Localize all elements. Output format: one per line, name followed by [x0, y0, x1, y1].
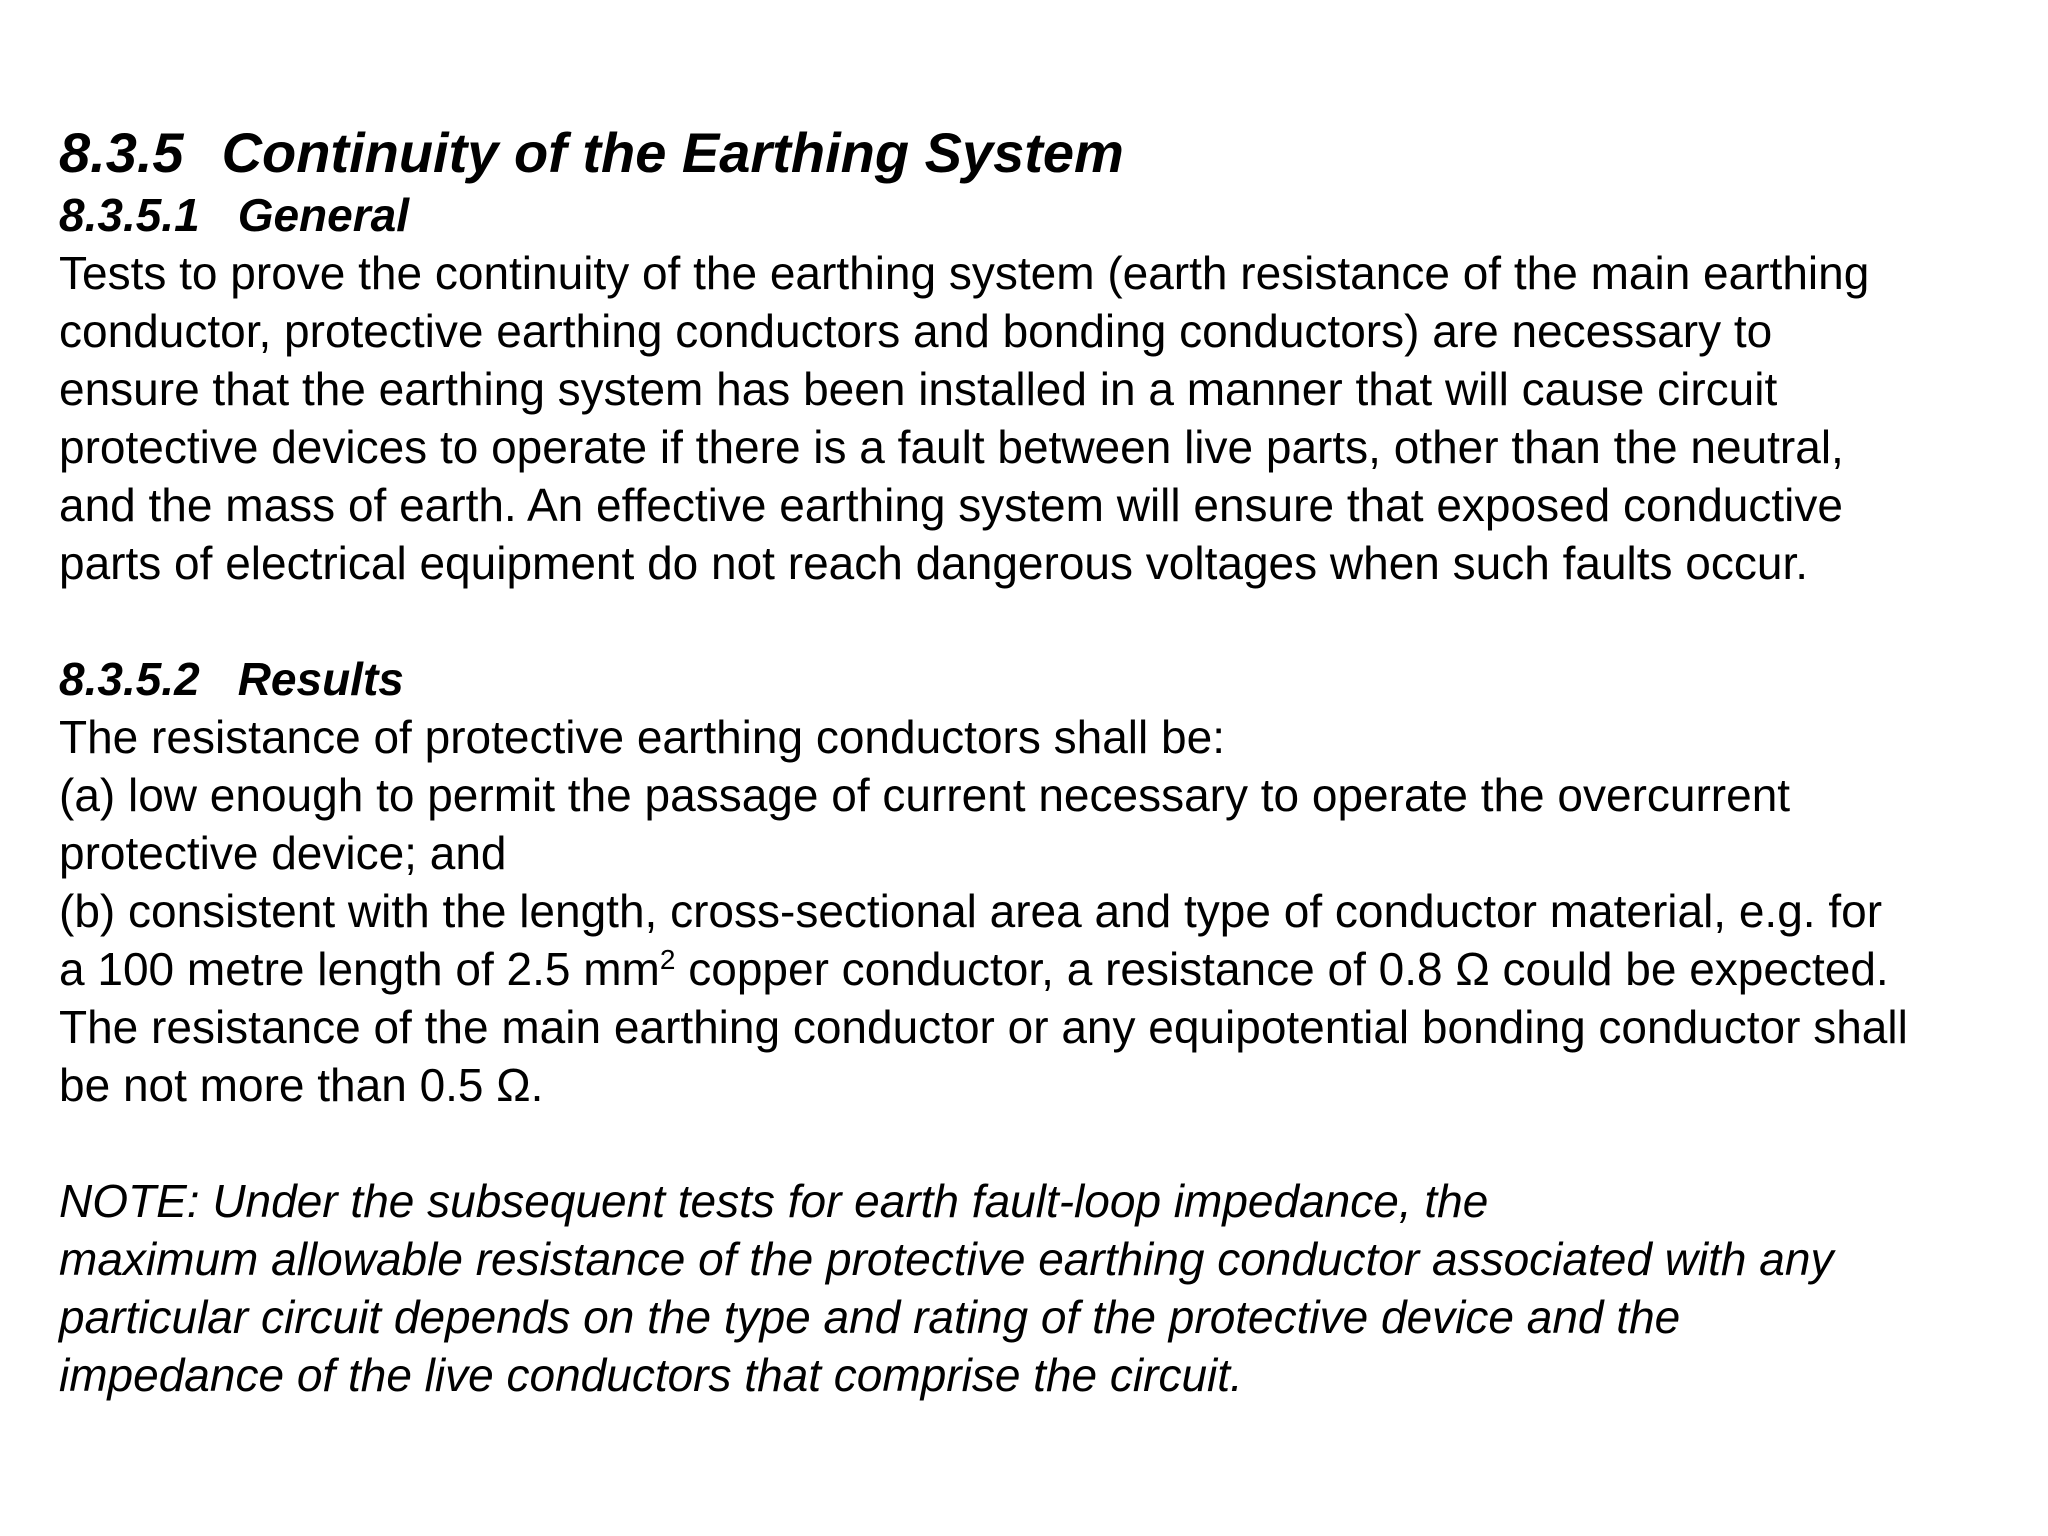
paragraph-line: protective device; and	[59, 827, 507, 879]
paragraph-line: conductor, protective earthing conductors and bonding conductors) are necessary to	[59, 305, 1773, 357]
paragraph-line: protective devices to operate if there is a fault between live parts, other than the neutral,	[59, 421, 1844, 473]
paragraph-line-with-superscript	[59, 940, 2019, 998]
subsection-number-results: 8.3.5.2	[59, 653, 200, 705]
paragraph-line: parts of electrical equipment do not reach dangerous voltages when such faults occur.	[59, 537, 1809, 589]
note-line: particular circuit depends on the type and rating of the protective device and the	[59, 1291, 1681, 1343]
paragraph-line: (a) low enough to permit the passage of current necessary to operate the overcurrent	[59, 769, 1791, 821]
paragraph-line: ensure that the earthing system has been installed in a manner that will cause circuit	[59, 363, 1778, 415]
paragraph-line: The resistance of protective earthing conductors shall be:	[59, 711, 1225, 763]
note-line: NOTE: Under the subsequent tests for earth fault-loop impedance, the	[59, 1175, 1489, 1227]
subsection-title-general: General	[237, 189, 409, 241]
superscript: 2	[659, 944, 676, 975]
paragraph-line: The resistance of the main earthing conductor or any equipotential bonding conductor shall	[59, 1001, 1908, 1053]
note-paragraph	[59, 1172, 2019, 1404]
paragraph-line: and the mass of earth. An effective earthing system will ensure that exposed conductive	[59, 479, 1843, 531]
section-gap	[59, 592, 2019, 650]
text-segment: a 100 metre length of 2.5 mm	[59, 943, 660, 995]
paragraph-line: (b) consistent with the length, cross-sectional area and type of conductor material, e.g. for	[59, 885, 1883, 937]
results-paragraph	[59, 708, 2019, 1114]
subsection-heading-general	[59, 186, 2019, 244]
section-gap	[59, 1114, 2019, 1172]
section-title: Continuity of the Earthing System	[221, 121, 1124, 184]
note-line: maximum allowable resistance of the protective earthing conductor associated with any	[59, 1233, 1834, 1285]
subsection-heading-results	[59, 650, 2019, 708]
document-page	[59, 120, 2019, 1404]
text-segment: copper conductor, a resistance of 0.8 Ω could be expected.	[675, 943, 1889, 995]
note-line: impedance of the live conductors that comprise the circuit.	[59, 1349, 1243, 1401]
general-paragraph	[59, 244, 2019, 592]
subsection-title-results: Results	[237, 653, 404, 705]
paragraph-line: Tests to prove the continuity of the earthing system (earth resistance of the main earthing	[59, 247, 1870, 299]
section-number: 8.3.5	[59, 121, 184, 184]
paragraph-line: be not more than 0.5 Ω.	[59, 1059, 544, 1111]
section-heading	[59, 120, 2019, 186]
subsection-number-general: 8.3.5.1	[59, 189, 200, 241]
